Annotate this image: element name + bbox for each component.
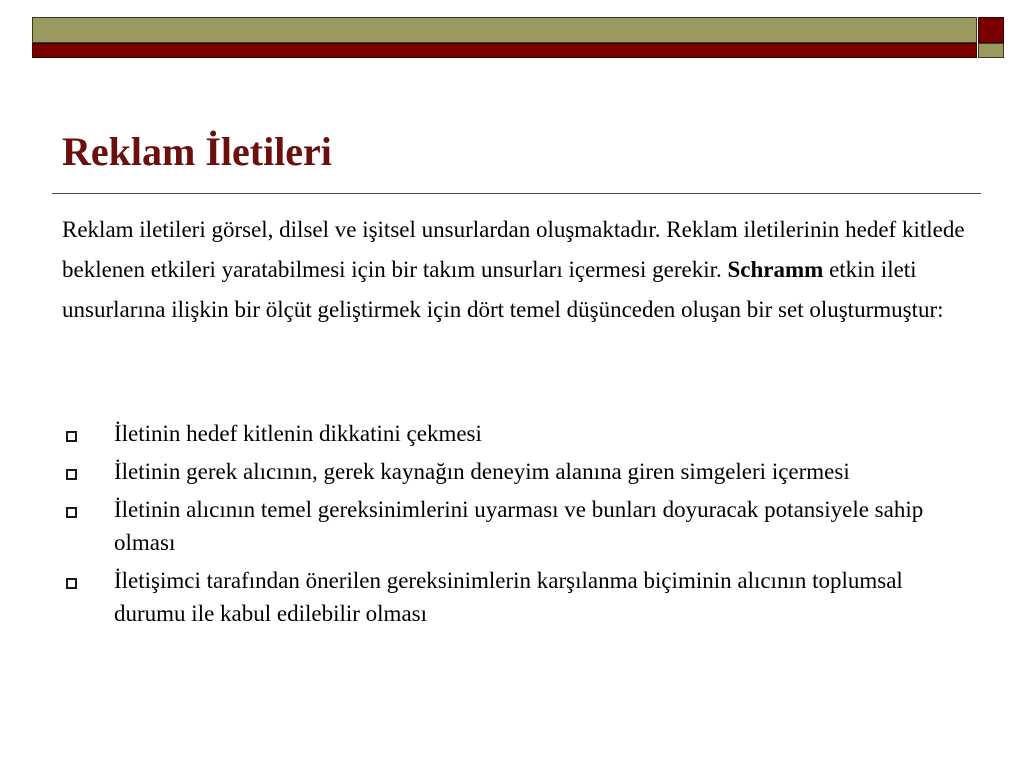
hollow-square-bullet-icon [66, 578, 77, 589]
bullet-text: İletinin hedef kitlenin dikkatini çekmesi [114, 421, 482, 446]
bullet-item [62, 455, 972, 488]
bullet-item [62, 417, 972, 450]
corner-decorative-square-olive [978, 43, 1004, 58]
bullet-item [62, 564, 972, 630]
bullet-text: İletinin gerek alıcının, gerek kaynağın deneyim alanına giren simgeleri içermesi [114, 459, 850, 484]
intro-text-part2: etkin ileti unsurlarına ilişkin bir ölçüt geliştirmek için dört temel düşünceden oluşan bir set oluşturmuştur: [62, 257, 944, 322]
hollow-square-bullet-icon [66, 507, 77, 518]
title-divider [52, 193, 981, 194]
top-decorative-bar-red [32, 43, 977, 58]
bullet-text: İletinin alıcının temel gereksinimlerini uyarması ve bunları doyuracak potansiyele sahip olması [114, 497, 924, 555]
top-decorative-bar-olive [32, 17, 977, 43]
intro-paragraph [62, 210, 982, 330]
intro-bold-name: Schramm [727, 257, 824, 282]
bullet-item [62, 493, 972, 559]
slide-title: Reklam İletileri [62, 129, 332, 174]
corner-decorative-square-red [978, 17, 1004, 43]
bullet-text: İletişimci tarafından önerilen gereksinimlerin karşılanma biçiminin alıcının toplumsal durumu ile kabul edilebilir olması [114, 568, 903, 626]
hollow-square-bullet-icon [66, 431, 77, 442]
intro-text-part1: Reklam iletileri görsel, dilsel ve işitsel unsurlardan oluşmaktadır. Reklam iletilerinin hedef kitlede beklenen etkileri yaratabilmesi için bir takım unsurları içermesi gerekir. [62, 217, 965, 282]
hollow-square-bullet-icon [66, 469, 77, 480]
bullet-list [62, 417, 972, 635]
